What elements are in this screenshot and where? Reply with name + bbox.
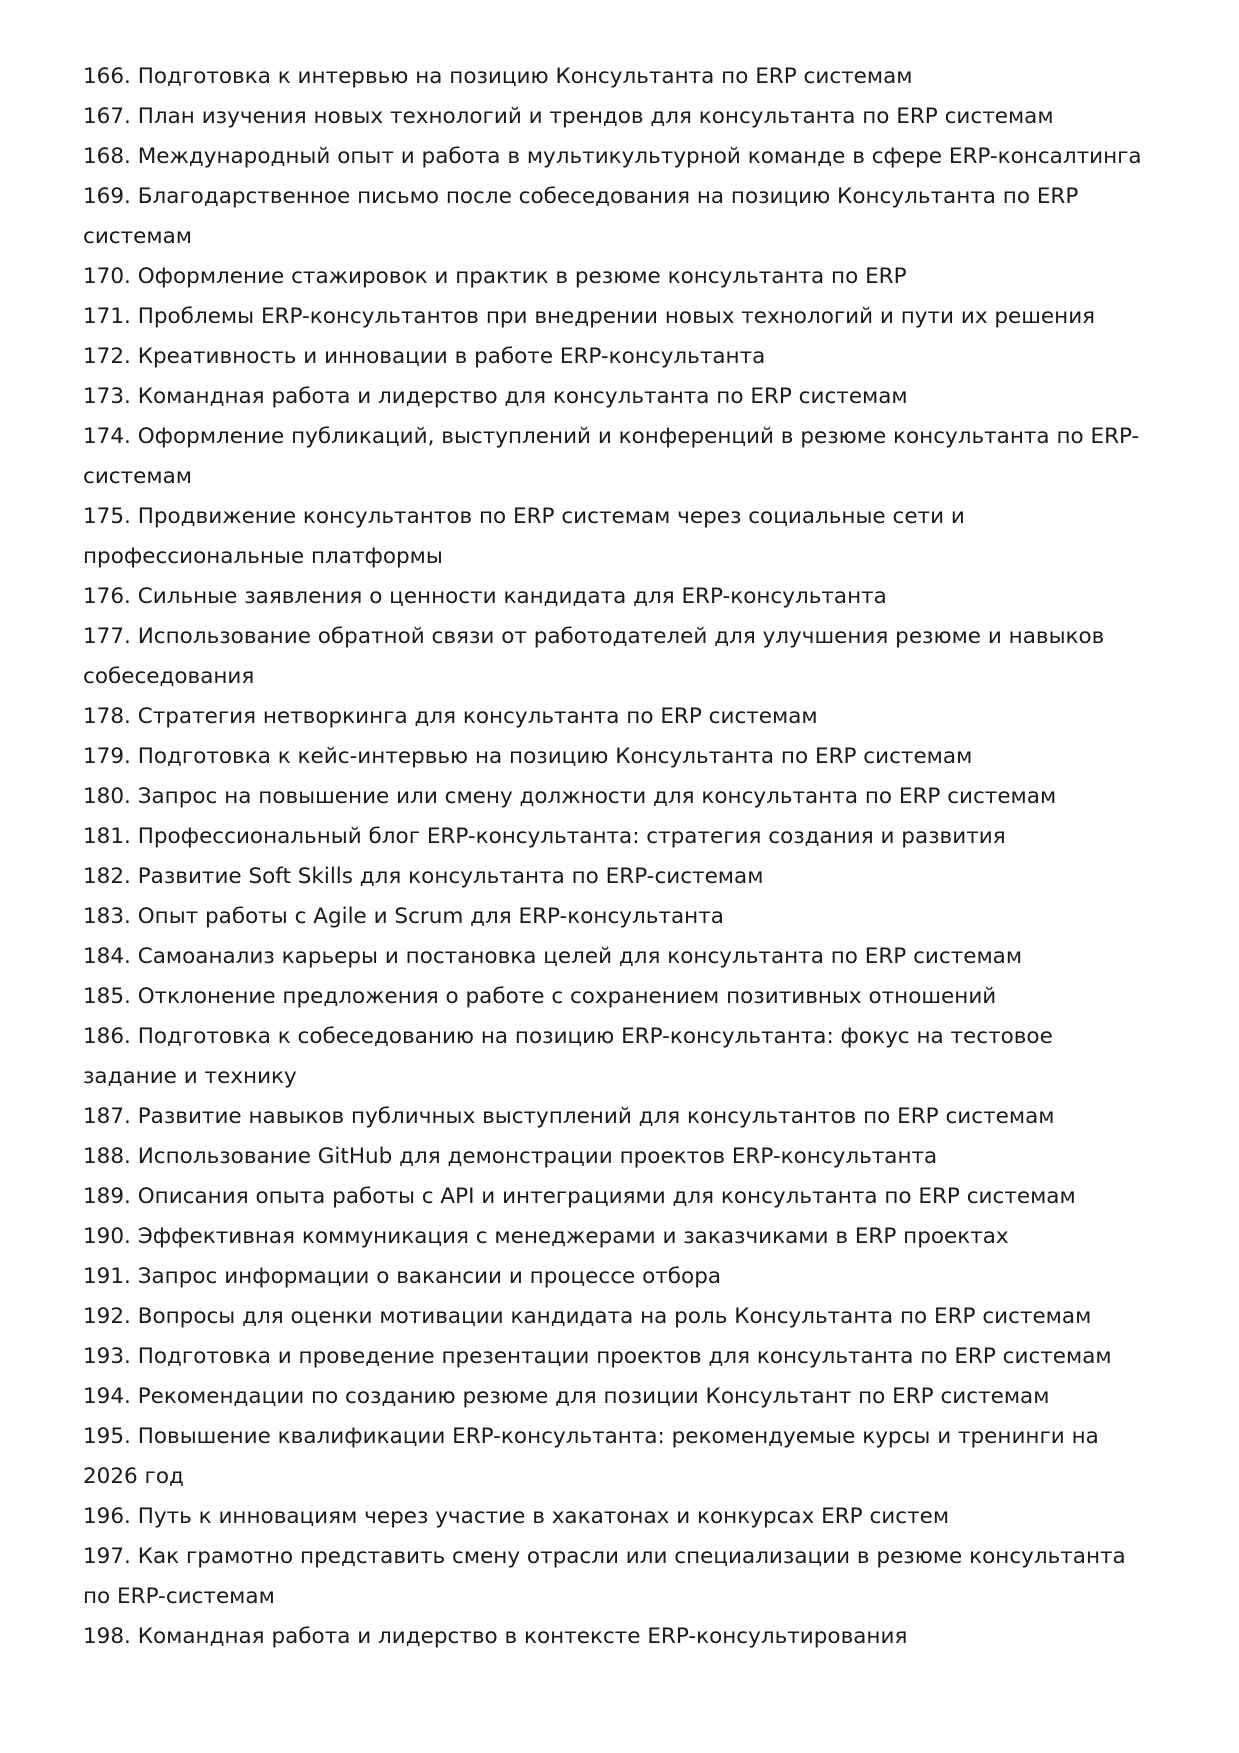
item-number: 178. <box>83 704 131 729</box>
item-text: Продвижение консультантов по ERP системам через социальные сети и профессиональные платформы <box>83 504 965 569</box>
list-item <box>83 1617 1149 1657</box>
list-item <box>83 297 1149 337</box>
item-text: Подготовка к кейс-интервью на позицию Консультанта по ERP системам <box>137 744 973 769</box>
item-text: Командная работа и лидерство в контексте ERP-консультирования <box>137 1624 908 1649</box>
item-text: Командная работа и лидерство для консультанта по ERP системам <box>137 384 908 409</box>
item-text: Профессиональный блог ERP-консультанта: стратегия создания и развития <box>137 824 1006 849</box>
list-item <box>83 337 1149 377</box>
list-item <box>83 1337 1149 1377</box>
list-item <box>83 697 1149 737</box>
item-text: Использование обратной связи от работодателей для улучшения резюме и навыков собеседования <box>83 624 1105 689</box>
list-item <box>83 137 1149 177</box>
item-text: Стратегия нетворкинга для консультанта по ERP системам <box>137 704 818 729</box>
item-text: Сильные заявления о ценности кандидата для ERP-консультанта <box>137 584 887 609</box>
item-text: Вопросы для оценки мотивации кандидата на роль Консультанта по ERP системам <box>137 1304 1092 1329</box>
item-number: 190. <box>83 1224 131 1249</box>
item-number: 192. <box>83 1304 131 1329</box>
item-number: 179. <box>83 744 131 769</box>
item-text: Самоанализ карьеры и постановка целей для консультанта по ERP системам <box>137 944 1023 969</box>
item-number: 175. <box>83 504 131 529</box>
item-text: Креативность и инновации в работе ERP-консультанта <box>137 344 766 369</box>
item-number: 184. <box>83 944 131 969</box>
item-number: 187. <box>83 1104 131 1129</box>
item-text: Эффективная коммуникация с менеджерами и заказчиками в ERP проектах <box>137 1224 1009 1249</box>
item-text: Описания опыта работы с API и интеграциями для консультанта по ERP системам <box>137 1184 1076 1209</box>
item-number: 185. <box>83 984 131 1009</box>
list-item <box>83 1137 1149 1177</box>
list-item <box>83 377 1149 417</box>
item-text: Опыт работы с Agile и Scrum для ERP-консультанта <box>137 904 724 929</box>
item-text: Развитие навыков публичных выступлений для консультантов по ERP системам <box>137 1104 1055 1129</box>
item-text: План изучения новых технологий и трендов для консультанта по ERP системам <box>137 104 1054 129</box>
item-number: 166. <box>83 64 131 89</box>
item-number: 188. <box>83 1144 131 1169</box>
item-text: Подготовка и проведение презентации проектов для консультанта по ERP системам <box>137 1344 1112 1369</box>
list-item <box>83 857 1149 897</box>
list-item <box>83 897 1149 937</box>
item-number: 181. <box>83 824 131 849</box>
list-item <box>83 1497 1149 1537</box>
topic-list <box>83 57 1149 1657</box>
list-item <box>83 1537 1149 1617</box>
item-text: Подготовка к собеседованию на позицию ERP-консультанта: фокус на тестовое задание и технику <box>83 1024 1053 1089</box>
item-number: 171. <box>83 304 131 329</box>
item-text: Проблемы ERP-консультантов при внедрении новых технологий и пути их решения <box>137 304 1096 329</box>
item-text: Международный опыт и работа в мультикультурной команде в сфере ERP-консалтинга <box>137 144 1142 169</box>
item-number: 182. <box>83 864 131 889</box>
item-number: 196. <box>83 1504 131 1529</box>
item-number: 167. <box>83 104 131 129</box>
item-text: Использование GitHub для демонстрации проектов ERP-консультанта <box>137 1144 938 1169</box>
list-item <box>83 417 1149 497</box>
item-number: 193. <box>83 1344 131 1369</box>
list-item <box>83 1217 1149 1257</box>
item-text: Запрос на повышение или смену должности для консультанта по ERP системам <box>137 784 1057 809</box>
list-item <box>83 1297 1149 1337</box>
list-item <box>83 617 1149 697</box>
item-text: Повышение квалификации ERP-консультанта: рекомендуемые курсы и тренинги на 2026 год <box>83 1424 1099 1489</box>
item-text: Оформление стажировок и практик в резюме консультанта по ERP <box>137 264 907 289</box>
item-text: Благодарственное письмо после собеседования на позицию Консультанта по ERP системам <box>83 184 1079 249</box>
list-item <box>83 1017 1149 1097</box>
item-number: 194. <box>83 1384 131 1409</box>
item-number: 189. <box>83 1184 131 1209</box>
list-item <box>83 1417 1149 1497</box>
item-number: 180. <box>83 784 131 809</box>
item-number: 198. <box>83 1624 131 1649</box>
item-text: Запрос информации о вакансии и процессе отбора <box>137 1264 722 1289</box>
item-number: 177. <box>83 624 131 649</box>
item-number: 191. <box>83 1264 131 1289</box>
item-number: 195. <box>83 1424 131 1449</box>
item-number: 169. <box>83 184 131 209</box>
item-number: 174. <box>83 424 131 449</box>
item-number: 173. <box>83 384 131 409</box>
item-number: 183. <box>83 904 131 929</box>
list-item <box>83 257 1149 297</box>
item-number: 186. <box>83 1024 131 1049</box>
list-item <box>83 497 1149 577</box>
item-number: 168. <box>83 144 131 169</box>
list-item <box>83 97 1149 137</box>
list-item <box>83 577 1149 617</box>
list-item <box>83 1177 1149 1217</box>
item-number: 197. <box>83 1544 131 1569</box>
item-text: Как грамотно представить смену отрасли или специализации в резюме консультанта по ERP-системам <box>83 1544 1126 1609</box>
item-text: Отклонение предложения о работе с сохранением позитивных отношений <box>137 984 997 1009</box>
list-item <box>83 1257 1149 1297</box>
item-number: 170. <box>83 264 131 289</box>
item-text: Рекомендации по созданию резюме для позиции Консультант по ERP системам <box>137 1384 1050 1409</box>
list-item <box>83 817 1149 857</box>
list-item <box>83 1097 1149 1137</box>
list-item <box>83 57 1149 97</box>
list-item <box>83 1377 1149 1417</box>
item-number: 172. <box>83 344 131 369</box>
list-item <box>83 737 1149 777</box>
item-text: Оформление публикаций, выступлений и конференций в резюме консультанта по ERP-системам <box>83 424 1140 489</box>
list-item <box>83 977 1149 1017</box>
item-number: 176. <box>83 584 131 609</box>
item-text: Путь к инновациям через участие в хакатонах и конкурсах ERP систем <box>137 1504 950 1529</box>
list-item <box>83 177 1149 257</box>
list-item <box>83 937 1149 977</box>
item-text: Развитие Soft Skills для консультанта по ERP-системам <box>137 864 764 889</box>
item-text: Подготовка к интервью на позицию Консультанта по ERP системам <box>137 64 913 89</box>
list-item <box>83 777 1149 817</box>
